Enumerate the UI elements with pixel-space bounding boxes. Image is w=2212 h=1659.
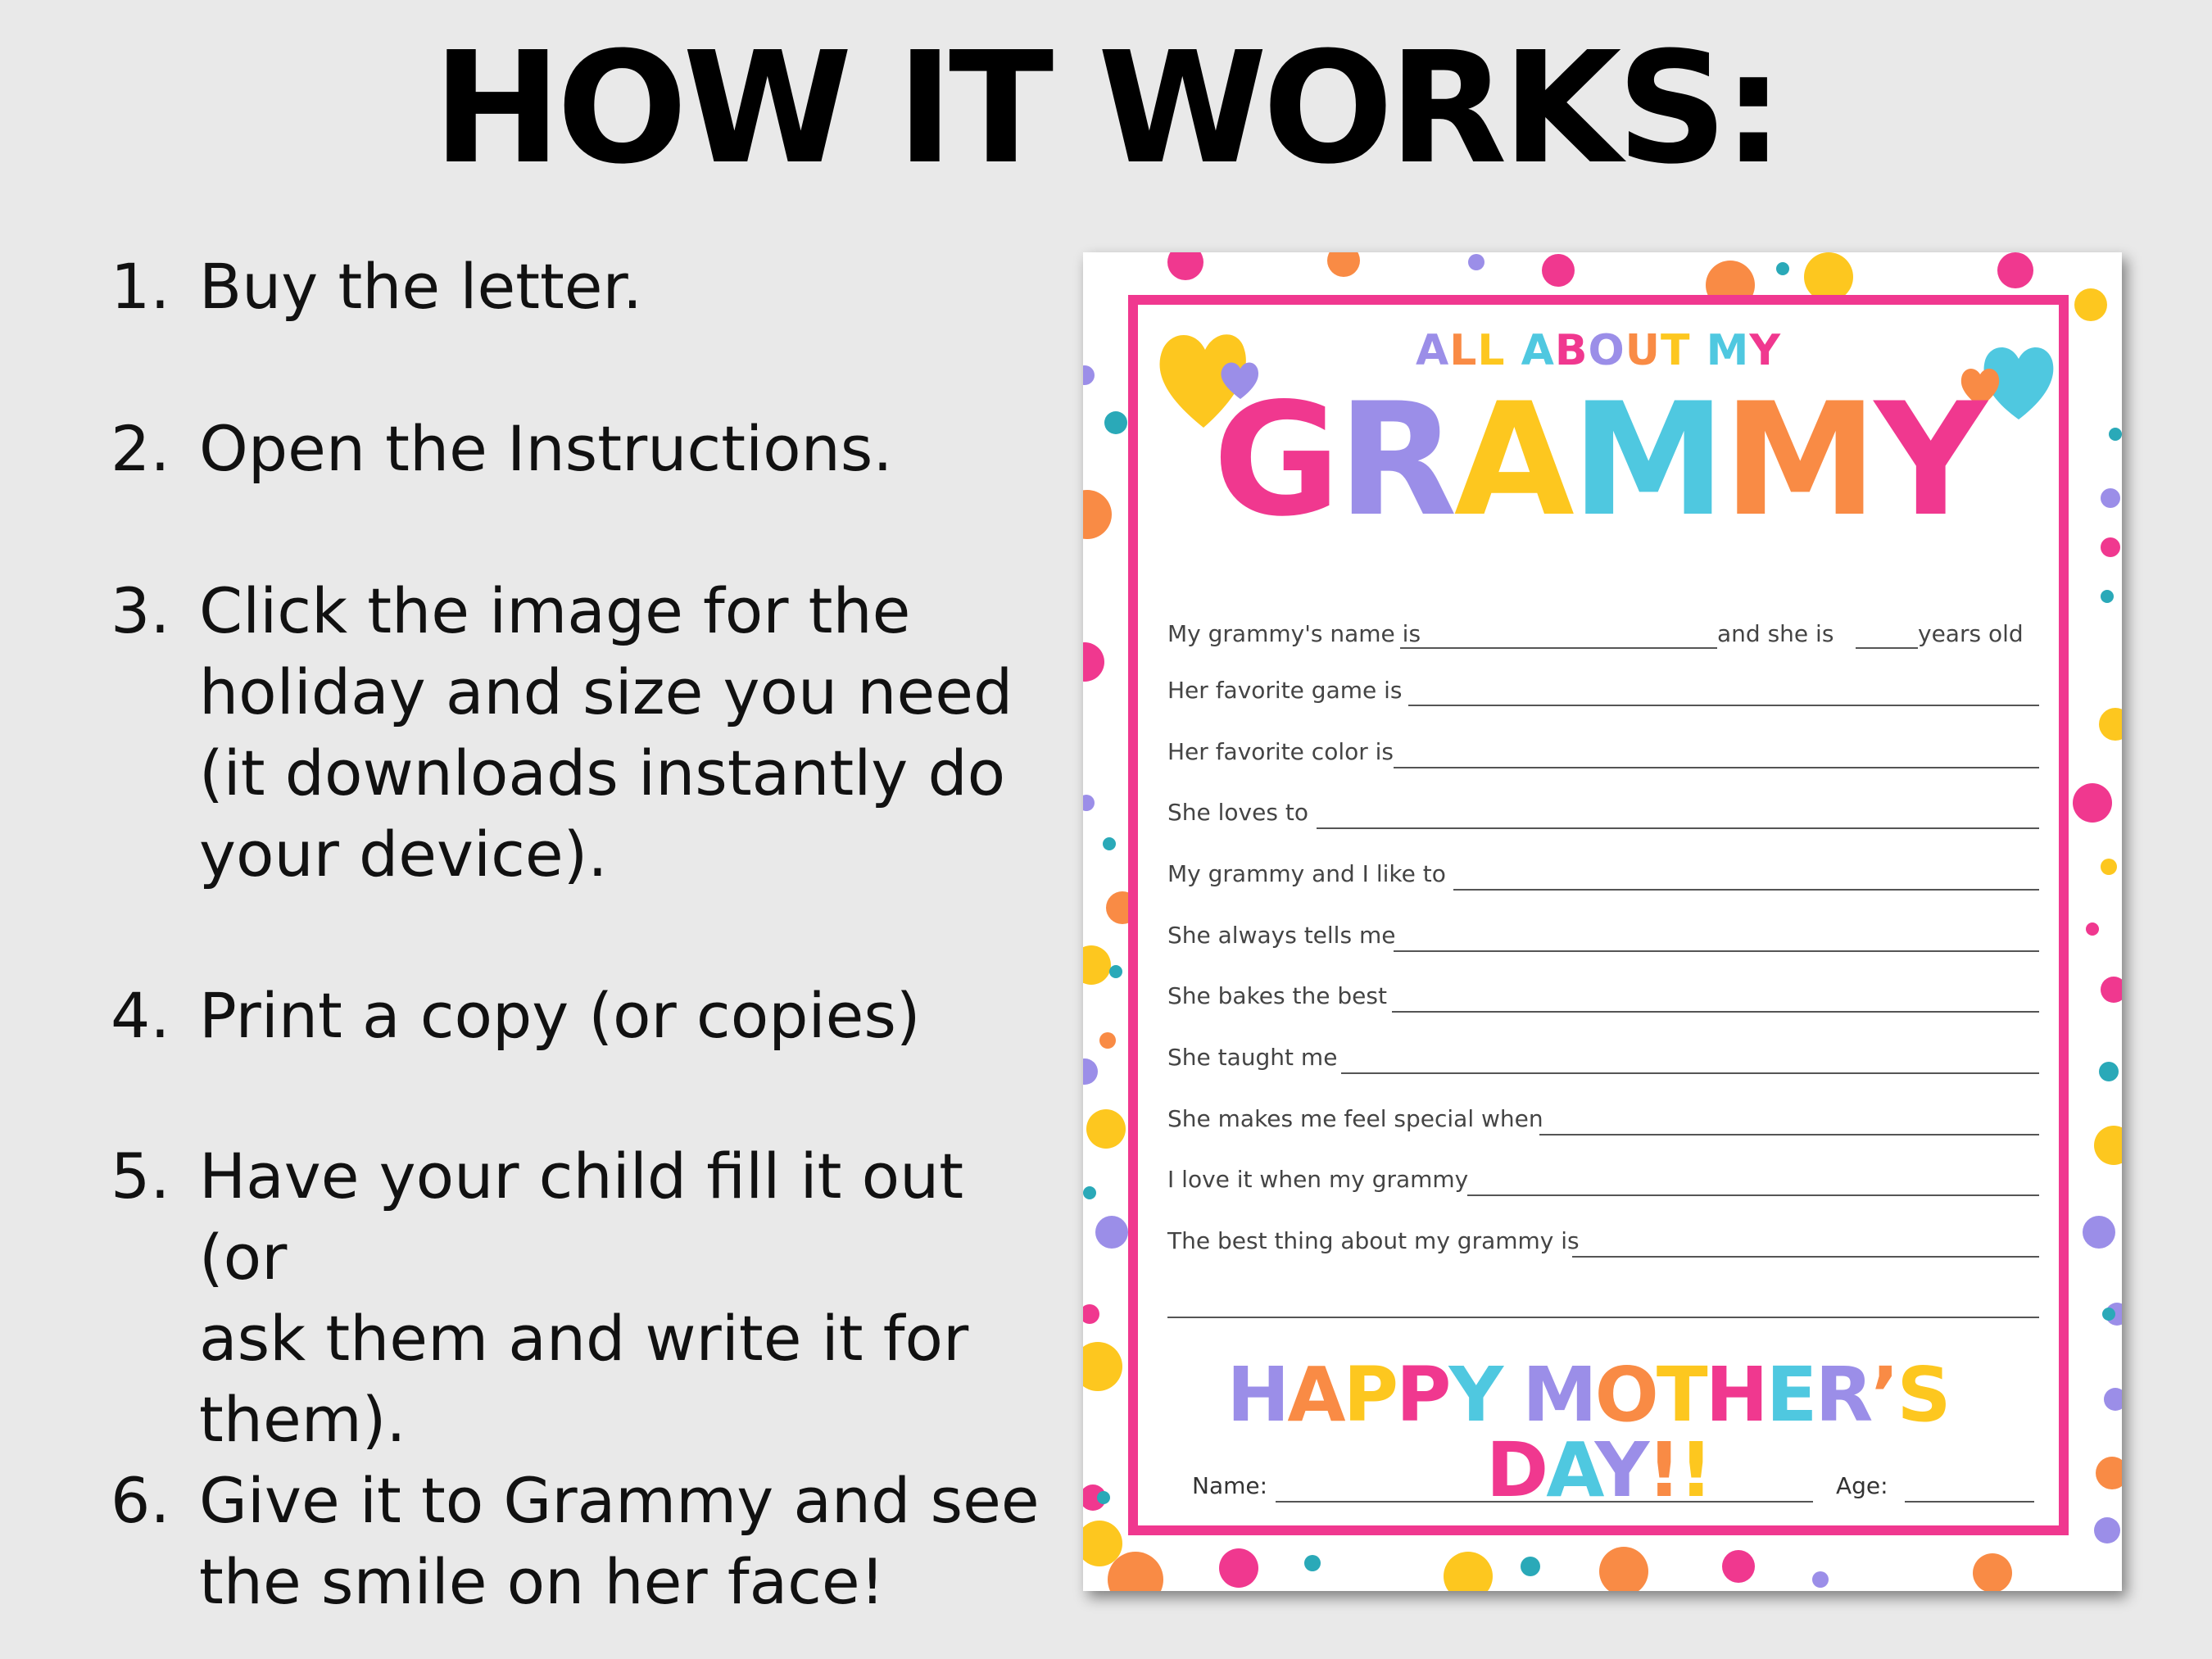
name-label: Name: (1192, 1472, 1268, 1499)
header-big-letter: M (1571, 369, 1723, 551)
pink-border-frame (1128, 295, 2069, 1535)
footer-heading-letter: M (1522, 1351, 1595, 1439)
step-text: Open the Instructions. (199, 412, 893, 485)
footer-heading-letter: ! (1679, 1426, 1711, 1514)
footer-heading-letter: A (1287, 1351, 1344, 1439)
footer-heading-letter: R (1815, 1351, 1871, 1439)
age-label: Age: (1836, 1472, 1888, 1499)
header-big-letter: R (1337, 369, 1454, 551)
prompt-game-label: Her favorite game is (1167, 677, 1403, 704)
step-4 (111, 975, 1061, 1056)
step-text: your device). (199, 818, 608, 891)
blank-taught[interactable] (1341, 1072, 2039, 1074)
prompt-bakes-label: She bakes the best (1167, 982, 1387, 1009)
page-title: HOW IT WORKS: (433, 19, 1779, 198)
blank-bakes[interactable] (1392, 1011, 2039, 1013)
step-number: 3. (111, 574, 170, 647)
prompt-best-thing-label: The best thing about my grammy is (1167, 1227, 1580, 1254)
header-big-letter: A (1453, 369, 1571, 551)
step-number: 1. (111, 250, 170, 323)
step-number: 4. (111, 979, 170, 1052)
header-small-letter (1506, 326, 1521, 375)
step-text: Give it to Grammy and see (199, 1464, 1040, 1537)
footer-heading-letter: H (1226, 1351, 1288, 1439)
blank-age[interactable] (1856, 647, 1918, 649)
footer-heading-letter: ! (1647, 1426, 1679, 1514)
prompt-taught-label: She taught me (1167, 1044, 1338, 1071)
step-text: holiday and size you need (199, 655, 1013, 728)
step-text: Have your child fill it out (or (199, 1140, 964, 1294)
footer-heading-letter: O (1594, 1351, 1657, 1439)
header-small-letter: L (1477, 326, 1506, 375)
footer-heading-letter: ’ (1870, 1351, 1897, 1439)
header-small-letter: M (1706, 326, 1750, 375)
footer-heading-letter: P (1396, 1351, 1449, 1439)
blank-student-name[interactable] (1276, 1501, 1813, 1503)
prompt-loves-label: She loves to (1167, 799, 1308, 826)
step-1 (111, 246, 1061, 327)
prompt-like-to-label: My grammy and I like to (1167, 860, 1446, 887)
header-big-letter: M (1722, 369, 1874, 551)
footer-heading-letter: Y (1594, 1426, 1648, 1514)
prompt-color-label: Her favorite color is (1167, 738, 1394, 765)
header-big-letter: G (1213, 369, 1338, 551)
step-5 (111, 1135, 1061, 1460)
prompt-years-old: years old (1918, 620, 2024, 647)
blank-name[interactable] (1400, 647, 1717, 649)
printable-letter-preview (1083, 252, 2122, 1591)
header-small-letter: O (1588, 326, 1625, 375)
prompt-special-label: She makes me feel special when (1167, 1105, 1543, 1132)
footer-heading-letter: T (1656, 1351, 1706, 1439)
footer-heading-letter: D (1485, 1426, 1547, 1514)
footer-heading-letter: E (1766, 1351, 1815, 1439)
header-small-title (1138, 326, 2059, 375)
footer-heading-letter: H (1705, 1351, 1766, 1439)
step-3 (111, 570, 1061, 895)
step-text: ask them and write it for (199, 1302, 969, 1375)
prompt-name-label: My grammy's name is (1167, 620, 1421, 647)
step-text: Print a copy (or copies) (199, 979, 921, 1052)
blank-loves[interactable] (1317, 827, 2039, 829)
prompt-love-when-label: I love it when my grammy (1167, 1166, 1469, 1193)
step-text: (it downloads instantly do (199, 737, 1006, 809)
header-small-letter: A (1521, 326, 1555, 375)
footer-heading-letter: A (1546, 1426, 1595, 1514)
step-2 (111, 408, 1061, 489)
blank-extra-line[interactable] (1167, 1317, 2039, 1318)
step-text: Buy the letter. (199, 250, 642, 323)
header-big-title (1138, 369, 2059, 551)
step-number: 6. (111, 1464, 170, 1537)
header-small-letter: L (1449, 326, 1478, 375)
blank-color[interactable] (1394, 767, 2039, 768)
step-text: Click the image for the (199, 574, 911, 647)
blank-tells[interactable] (1394, 950, 2039, 952)
step-text: them). (199, 1383, 406, 1456)
blank-like-to[interactable] (1453, 889, 2039, 891)
header-small-letter: U (1625, 326, 1661, 375)
footer-heading-letter: S (1897, 1351, 1949, 1439)
footer-heading-letter: P (1343, 1351, 1397, 1439)
step-6 (111, 1460, 1061, 1622)
step-text: the smile on her face! (199, 1545, 886, 1618)
prompt-tells-label: She always tells me (1167, 922, 1396, 949)
prompt-and-she-is: and she is (1717, 620, 1834, 647)
header-small-text (1416, 326, 1781, 375)
footer-heading-letter: Y (1448, 1351, 1502, 1439)
header-small-letter: A (1416, 326, 1450, 375)
step-number: 5. (111, 1140, 170, 1213)
blank-student-age[interactable] (1905, 1501, 2034, 1503)
blank-best-thing[interactable] (1572, 1256, 2039, 1258)
header-small-letter: T (1660, 326, 1691, 375)
header-small-letter: B (1554, 326, 1589, 375)
blank-game[interactable] (1408, 705, 2039, 706)
step-number: 2. (111, 412, 170, 485)
header-small-letter: Y (1749, 326, 1781, 375)
header-small-letter (1690, 326, 1706, 375)
happy-mothers-day-heading (1138, 1351, 2059, 1514)
blank-special[interactable] (1539, 1134, 2039, 1135)
header-big-letter: Y (1874, 369, 1984, 551)
blank-love-when[interactable] (1467, 1194, 2039, 1196)
